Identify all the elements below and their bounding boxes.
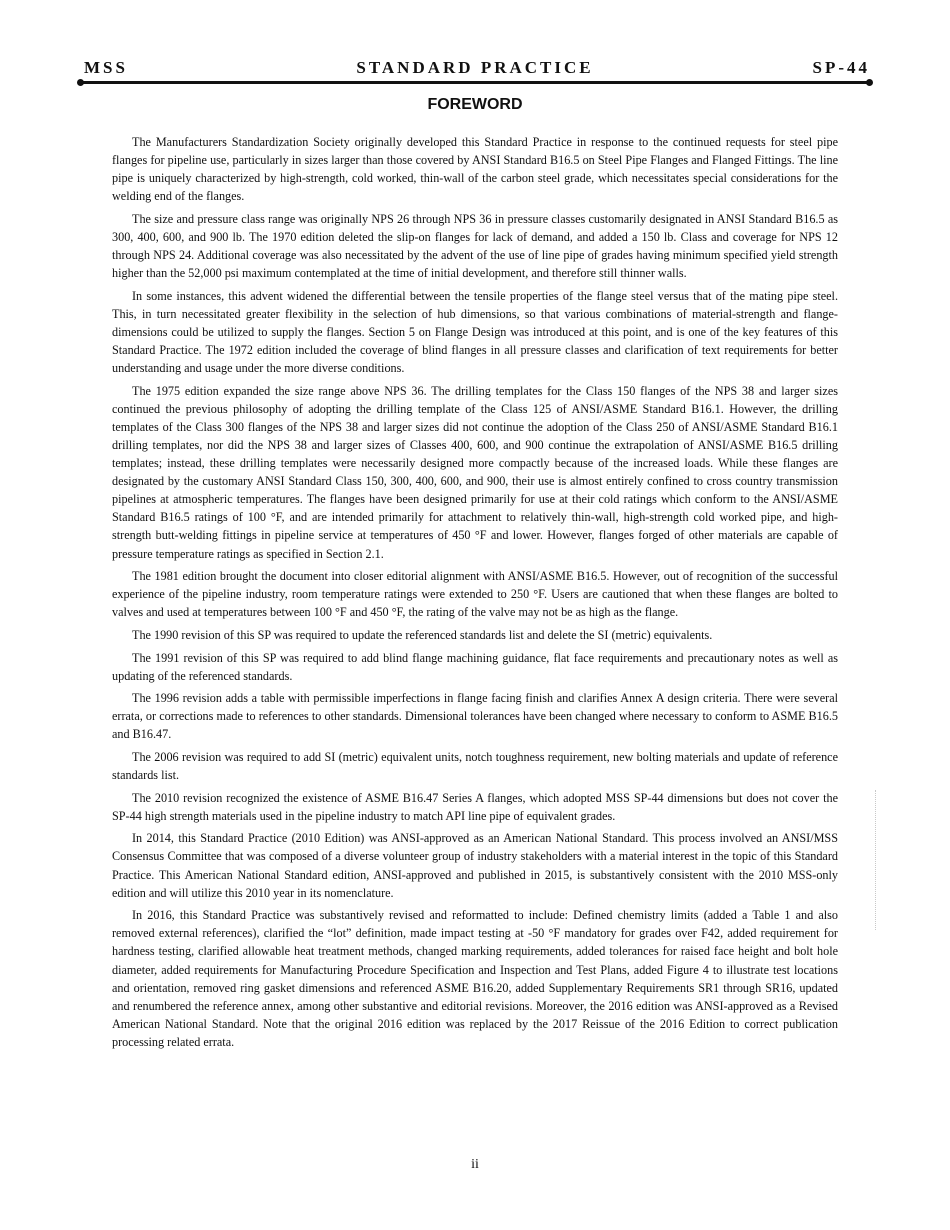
paragraph: The 1975 edition expanded the size range above NPS 36. The drilling templates for the Class 150 flanges of the NPS 38 and larger sizes continued the previous philosophy of adopting the drilling template of the Class 125 of ANSI/ASME Standard B16.1. However, the drilling templates of the Class 300 flanges of the NPS 38 and larger sizes did not continue the adoption of the Class 250 of ANSI/ASME Standard B16.1 drilling templates, nor did the NPS 38 and larger sizes of Classes 400, 600, and 900 continue the extrapolation of ANSI/ASME B16.5 drilling templates; instead, these drilling templates were necessarily designed more compactly because of the increased loads. While these flanges are designated by the customary ANSI Standard Class 150, 300, 400, 600, and 900, their use is almost entirely confined to cross country transmission pipelines at atmospheric temperatures. The flanges have been designed primarily for use at their cold ratings which conform to the ANSI/ASME Standard B16.5 ratings of 100 °F, and are intended primarily for attachment to relatively thin-wall, high-strength cold worked pipe, and high-strength butt-welding fittings in pipeline service at temperatures of 450 °F and lower. However, flanges forged of other materials are capable of pressure temperature ratings as specified in Section 2.1. (112, 383, 838, 561)
paragraph: The 2006 revision was required to add SI (metric) equivalent units, notch toughness requirement, new bolting materials and update of reference standards list. (112, 750, 838, 783)
paragraph: The 2010 revision recognized the existence of ASME B16.47 Series A flanges, which adopted MSS SP-44 dimensions but does not cover the SP-44 high strength materials used in the pipeline industry to match API line pipe of equivalent grades. (112, 790, 838, 823)
header-doc-number: SP-44 (812, 58, 870, 77)
paragraph: In some instances, this advent widened the differential between the tensile properties of the flange steel versus that of the mating pipe steel. This, in turn necessitated greater flexibility in the selection of hub dimensions, so that various combinations of material-strength and flange-dimensions could be utilized to supply the flanges. Section 5 on Flange Design was introduced at this point, and is one of the key features of this Standard Practice. The 1972 edition included the coverage of blind flanges in all pressure classes and clarification of text requirements for better understanding and usage under the more diverse conditions. (112, 288, 838, 376)
page-number: ii (471, 1157, 479, 1172)
paragraph: The 1991 revision of this SP was required to add blind flange machining guidance, flat face requirements and precautionary notes as well as updating of the referenced standards. (112, 650, 838, 683)
paragraph: In 2016, this Standard Practice was substantively revised and reformatted to include: Defined chemistry limits (added a Table 1 and also removed external references), clarified the “lot” definition, made impact testing at -50 °F mandatory for grades over F42, added requirement for hardness testing, clarified allowable heat treatment methods, changed marking requirements, added tolerances for raised face height and bolt hole diameter, added requirements for Manufacturing Procedure Specification and Inspection and Test Plans, added Figure 4 to illustrate test locations and orientation, removed ring gasket dimensions and referenced ASME B16.20, added Supplementary Requirements SR1 through SR16, updated and renumbered the reference annex, among other substantive and editorial revisions. Moreover, the 2016 edition was ANSI-approved as a Revised American National Standard. Note that the original 2016 edition was replaced by the 2017 Reissue of the 2016 Edition to correct publication processing related errata. (112, 908, 838, 1049)
paragraph: The size and pressure class range was originally NPS 26 through NPS 36 in pressure classes customarily designated in ANSI Standard B16.5 as 300, 400, 600, and 900 lb. The 1970 edition deleted the slip-on flanges for lack of demand, and added a 150 lb. Class and coverage for NPS 12 through NPS 24. Additional coverage was also necessitated by the advent of the use of line pipe of grades having minimum specified yield strength higher than the 52,000 psi maximum contemplated at the time of initial development, and therefore still thinner walls. (112, 211, 838, 281)
paragraph: The 1990 revision of this SP was required to update the referenced standards list and delete the SI (metric) equivalents. (132, 627, 713, 642)
header-rule (80, 81, 870, 84)
margin-watermark (875, 790, 877, 930)
page-header (80, 58, 870, 80)
header-org: MSS (84, 58, 128, 77)
paragraph: The 1981 edition brought the document into closer editorial alignment with ANSI/ASME B16.5. However, out of recognition of the successful experience of the pipeline industry, room temperature ratings were extended to 250 °F. Users are cautioned that when these flanges are bolted to valves and used at temperatures between 100 °F and 450 °F, the rating of the valve may not be as high as the flange. (112, 569, 838, 620)
foreword-body (112, 133, 838, 1056)
page-title: FOREWORD (427, 96, 523, 113)
paragraph: In 2014, this Standard Practice (2010 Edition) was ANSI-approved as an American National Standard. This process involved an ANSI/MSS Consensus Committee that was composed of a diverse volunteer group of industry stakeholders with a material interest in the topic of this Standard Practice. This American National Standard edition, ANSI-approved and published in 2015, is substantively consistent with the 2010 MSS-only edition and will utilize this 2010 year in its nomenclature. (112, 831, 838, 900)
paragraph: The 1996 revision adds a table with permissible imperfections in flange facing finish and clarifies Annex A design criteria. There were several errata, or corrections made to references to other standards. Dimensional tolerances have been changed where necessary to conform to ASME B16.5 and B16.47. (112, 691, 838, 742)
paragraph: The Manufacturers Standardization Society originally developed this Standard Practice in response to the continued requests for steel pipe flanges for pipeline use, particularly in sizes larger than those covered by ANSI Standard B16.5 on Steel Pipe Flanges and Flanged Fittings. The line pipe is uniquely characterized by high-strength, cold worked, thin-wall of the carbon steel grade, which necessitates special considerations for the welding end of the flanges. (112, 135, 838, 204)
header-doc-type: STANDARD PRACTICE (356, 58, 594, 77)
